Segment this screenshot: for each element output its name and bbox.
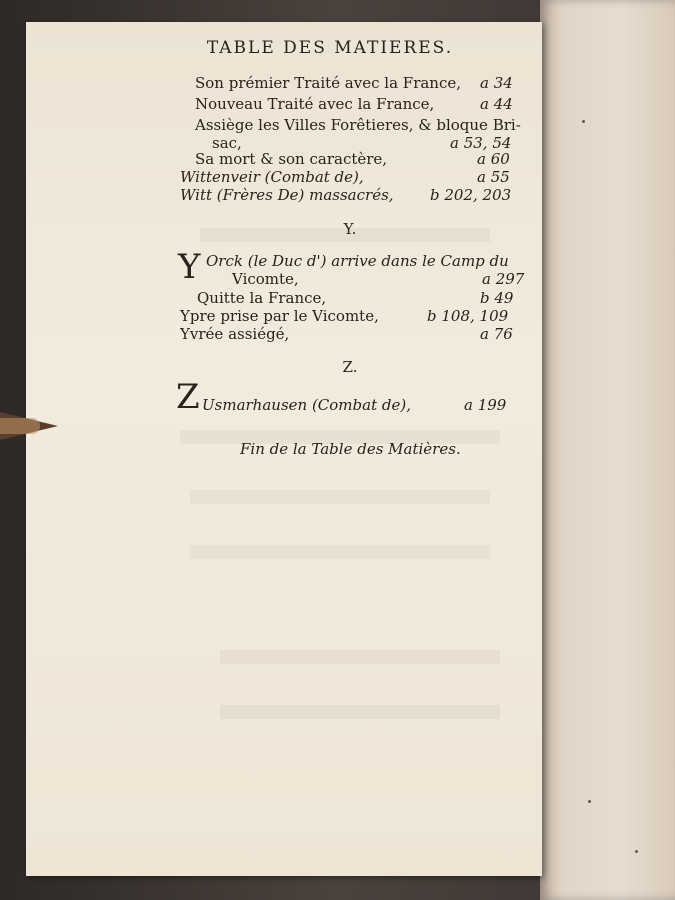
bookmark-tab [0,418,40,434]
bleed-through [220,705,500,719]
page-speck [635,850,638,853]
section-heading-z: Z. [342,358,358,376]
page-header: TABLE DES MATIERES. [206,38,454,58]
index-entry: Witt (Frères De) massacrés, b 202, 203 [180,186,512,204]
index-entry: Sa mort & son caractère, a 60 [195,150,510,168]
page-ref: a 297 [482,270,525,288]
index-entry: Nouveau Traité avec la France, a 44 [195,95,513,113]
index-entry: sac, a 53, 54 [212,134,512,152]
index-entry: Usmarhausen (Combat de), a 199 [202,396,507,414]
page-ref: b 49 [480,289,514,307]
page-speck [582,120,585,123]
page-speck [588,800,591,803]
page-ref: a 76 [480,325,513,343]
index-entry: Orck (le Duc d') arrive dans le Camp du [206,252,509,270]
index-entry: Son prémier Traité avec la France, a 34 [195,74,513,92]
page-ref: a 53, 54 [450,134,512,152]
end-note: Fin de la Table des Matières. [240,440,461,458]
page-ref: a 60 [477,150,510,168]
index-entry: Ypre prise par le Vicomte, b 108, 109 [180,307,509,325]
index-entry: Vicomte, a 297 [232,270,525,288]
index-entry: Wittenveir (Combat de), a 55 [180,168,510,186]
index-entry: Assiège les Villes Forêtieres, & bloque Bri- [195,116,521,134]
section-heading-y: Y. [343,220,357,238]
bleed-through [190,545,490,559]
drop-cap-z: Z [176,377,200,417]
page-ref: a 55 [477,168,510,186]
page-ref: a 199 [464,396,507,414]
page-ref: b 108, 109 [427,307,509,325]
index-entry: Quitte la France, b 49 [197,289,514,307]
bleed-through [190,490,490,504]
page-ref: b 202, 203 [430,186,512,204]
page-ref: a 34 [480,74,513,92]
page-ref: a 44 [480,95,513,113]
bleed-through [220,650,500,664]
drop-cap-y: Y [178,247,201,287]
index-entry: Yvrée assiégé, a 76 [180,325,513,343]
facing-page [540,0,675,900]
